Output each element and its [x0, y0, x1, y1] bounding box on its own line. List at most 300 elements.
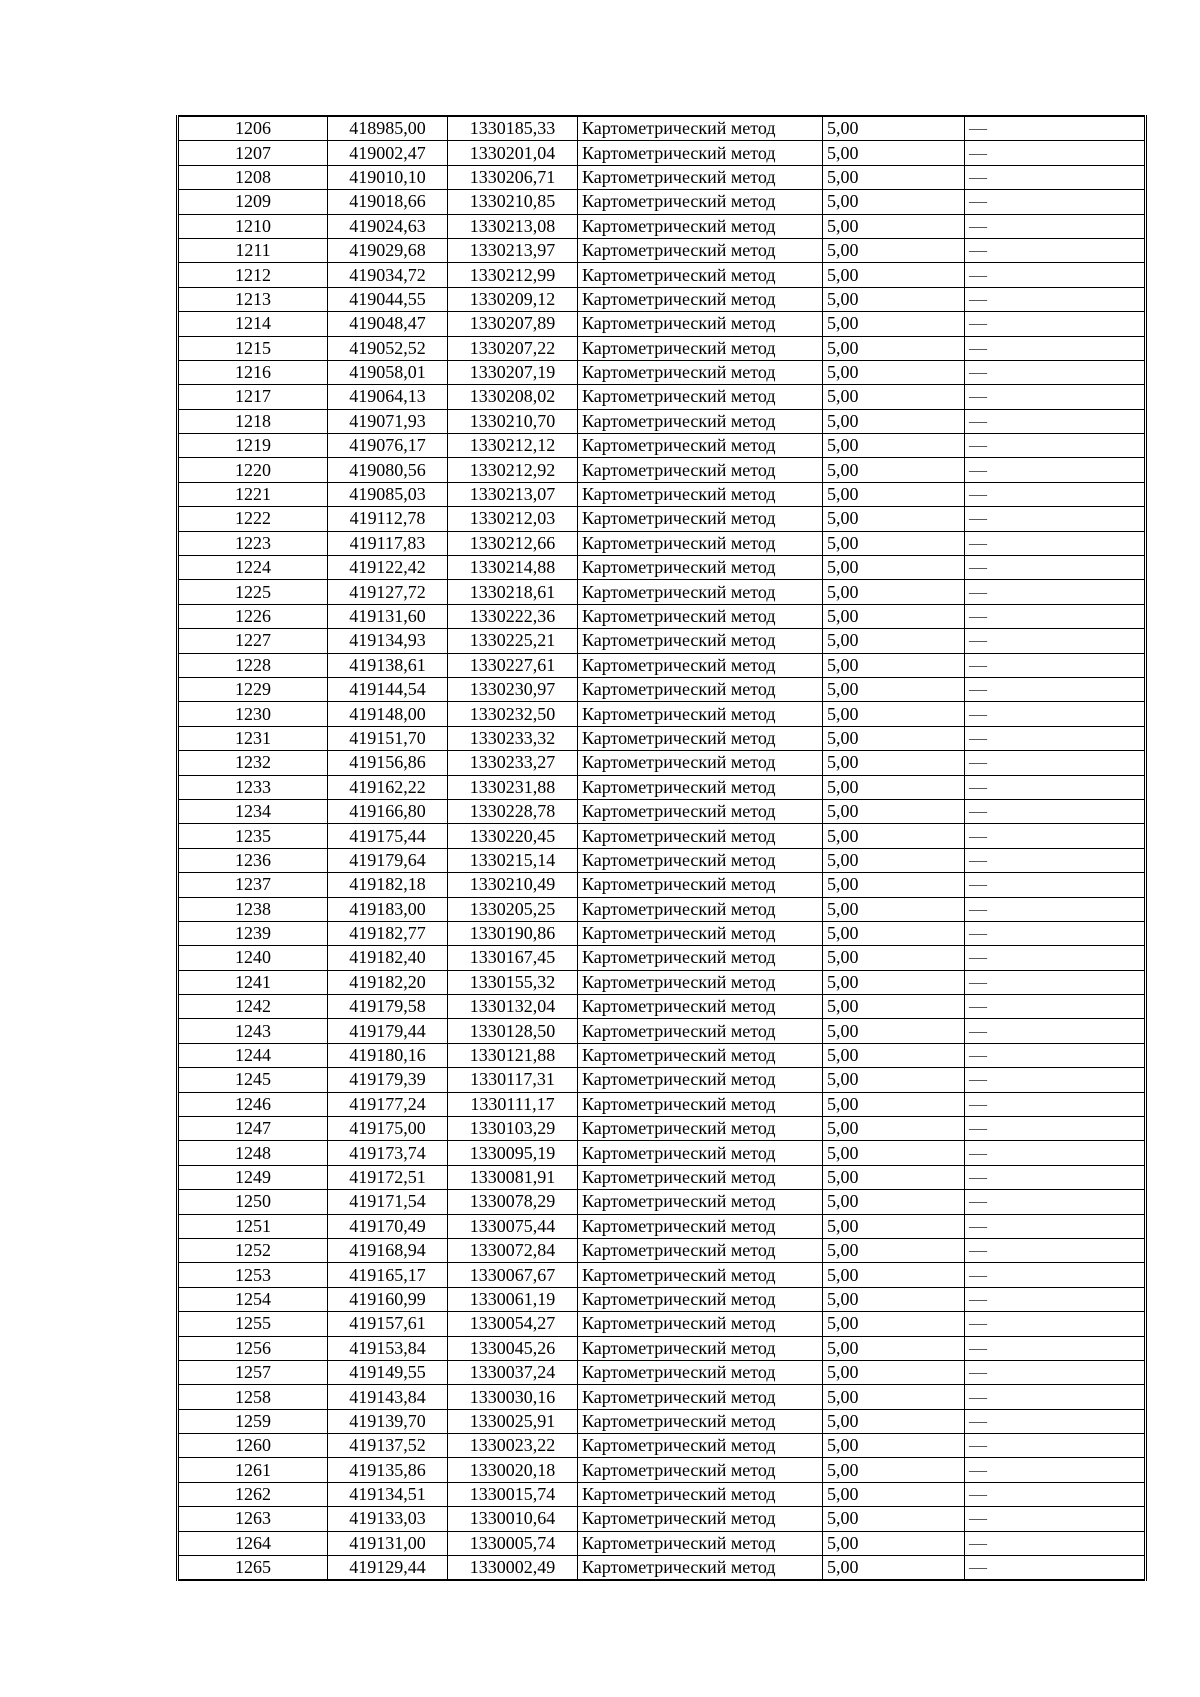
point-number-cell: 1225	[178, 580, 328, 604]
y-coordinate-cell: 1330005,74	[448, 1531, 578, 1555]
point-number-cell: 1242	[178, 995, 328, 1019]
method-cell: Картометрический метод	[578, 287, 823, 311]
method-cell: Картометрический метод	[578, 312, 823, 336]
table-row	[178, 1043, 1146, 1067]
error-cell: 5,00	[823, 1531, 965, 1555]
table-row	[178, 312, 1146, 336]
table-row	[178, 580, 1146, 604]
x-coordinate-cell: 418985,00	[328, 116, 448, 141]
x-coordinate-cell: 419156,86	[328, 751, 448, 775]
method-cell: Картометрический метод	[578, 775, 823, 799]
error-cell: 5,00	[823, 995, 965, 1019]
error-cell: 5,00	[823, 751, 965, 775]
method-cell: Картометрический метод	[578, 1117, 823, 1141]
note-cell: —	[965, 1458, 1146, 1482]
note-cell: —	[965, 1360, 1146, 1384]
table-row	[178, 1141, 1146, 1165]
error-cell: 5,00	[823, 116, 965, 141]
x-coordinate-cell: 419143,84	[328, 1385, 448, 1409]
note-cell: —	[965, 482, 1146, 506]
note-cell: —	[965, 1092, 1146, 1116]
y-coordinate-cell: 1330220,45	[448, 824, 578, 848]
y-coordinate-cell: 1330075,44	[448, 1214, 578, 1238]
x-coordinate-cell: 419179,58	[328, 995, 448, 1019]
error-cell: 5,00	[823, 1360, 965, 1384]
x-coordinate-cell: 419117,83	[328, 531, 448, 555]
method-cell: Картометрический метод	[578, 1409, 823, 1433]
error-cell: 5,00	[823, 702, 965, 726]
table-row	[178, 1458, 1146, 1482]
error-cell: 5,00	[823, 458, 965, 482]
point-number-cell: 1265	[178, 1556, 328, 1581]
table-row	[178, 1214, 1146, 1238]
y-coordinate-cell: 1330209,12	[448, 287, 578, 311]
method-cell: Картометрический метод	[578, 141, 823, 165]
method-cell: Картометрический метод	[578, 385, 823, 409]
error-cell: 5,00	[823, 1336, 965, 1360]
error-cell: 5,00	[823, 775, 965, 799]
point-number-cell: 1229	[178, 677, 328, 701]
method-cell: Картометрический метод	[578, 726, 823, 750]
y-coordinate-cell: 1330023,22	[448, 1434, 578, 1458]
table-row	[178, 1409, 1146, 1433]
note-cell: —	[965, 921, 1146, 945]
coordinates-table	[176, 115, 1147, 1581]
point-number-cell: 1219	[178, 434, 328, 458]
error-cell: 5,00	[823, 482, 965, 506]
method-cell: Картометрический метод	[578, 629, 823, 653]
note-cell: —	[965, 385, 1146, 409]
table-row	[178, 165, 1146, 189]
table-row	[178, 824, 1146, 848]
table-row	[178, 1531, 1146, 1555]
method-cell: Картометрический метод	[578, 1141, 823, 1165]
point-number-cell: 1253	[178, 1263, 328, 1287]
method-cell: Картометрический метод	[578, 1531, 823, 1555]
table-row	[178, 751, 1146, 775]
note-cell: —	[965, 1165, 1146, 1189]
table-row	[178, 116, 1146, 141]
point-number-cell: 1208	[178, 165, 328, 189]
method-cell: Картометрический метод	[578, 1092, 823, 1116]
error-cell: 5,00	[823, 897, 965, 921]
point-number-cell: 1259	[178, 1409, 328, 1433]
table-row	[178, 702, 1146, 726]
table-row	[178, 604, 1146, 628]
error-cell: 5,00	[823, 1287, 965, 1311]
point-number-cell: 1254	[178, 1287, 328, 1311]
x-coordinate-cell: 419002,47	[328, 141, 448, 165]
error-cell: 5,00	[823, 1312, 965, 1336]
x-coordinate-cell: 419127,72	[328, 580, 448, 604]
point-number-cell: 1243	[178, 1019, 328, 1043]
error-cell: 5,00	[823, 190, 965, 214]
method-cell: Картометрический метод	[578, 604, 823, 628]
method-cell: Картометрический метод	[578, 263, 823, 287]
table-row	[178, 1482, 1146, 1506]
method-cell: Картометрический метод	[578, 580, 823, 604]
point-number-cell: 1221	[178, 482, 328, 506]
error-cell: 5,00	[823, 629, 965, 653]
y-coordinate-cell: 1330067,67	[448, 1263, 578, 1287]
y-coordinate-cell: 1330190,86	[448, 921, 578, 945]
point-number-cell: 1258	[178, 1385, 328, 1409]
y-coordinate-cell: 1330072,84	[448, 1238, 578, 1262]
point-number-cell: 1217	[178, 385, 328, 409]
method-cell: Картометрический метод	[578, 824, 823, 848]
method-cell: Картометрический метод	[578, 653, 823, 677]
error-cell: 5,00	[823, 1434, 965, 1458]
x-coordinate-cell: 419138,61	[328, 653, 448, 677]
error-cell: 5,00	[823, 287, 965, 311]
note-cell: —	[965, 1434, 1146, 1458]
method-cell: Картометрический метод	[578, 1482, 823, 1506]
method-cell: Картометрический метод	[578, 1336, 823, 1360]
y-coordinate-cell: 1330210,49	[448, 873, 578, 897]
method-cell: Картометрический метод	[578, 360, 823, 384]
note-cell: —	[965, 751, 1146, 775]
table-row	[178, 775, 1146, 799]
method-cell: Картометрический метод	[578, 1263, 823, 1287]
y-coordinate-cell: 1330117,31	[448, 1068, 578, 1092]
point-number-cell: 1212	[178, 263, 328, 287]
table-row	[178, 1312, 1146, 1336]
y-coordinate-cell: 1330228,78	[448, 799, 578, 823]
method-cell: Картометрический метод	[578, 1507, 823, 1531]
x-coordinate-cell: 419162,22	[328, 775, 448, 799]
point-number-cell: 1255	[178, 1312, 328, 1336]
table-row	[178, 238, 1146, 262]
y-coordinate-cell: 1330061,19	[448, 1287, 578, 1311]
method-cell: Картометрический метод	[578, 1165, 823, 1189]
error-cell: 5,00	[823, 1043, 965, 1067]
y-coordinate-cell: 1330201,04	[448, 141, 578, 165]
error-cell: 5,00	[823, 653, 965, 677]
point-number-cell: 1235	[178, 824, 328, 848]
note-cell: —	[965, 287, 1146, 311]
x-coordinate-cell: 419112,78	[328, 507, 448, 531]
note-cell: —	[965, 629, 1146, 653]
x-coordinate-cell: 419151,70	[328, 726, 448, 750]
error-cell: 5,00	[823, 263, 965, 287]
y-coordinate-cell: 1330025,91	[448, 1409, 578, 1433]
table-row	[178, 1287, 1146, 1311]
note-cell: —	[965, 141, 1146, 165]
method-cell: Картометрический метод	[578, 482, 823, 506]
error-cell: 5,00	[823, 141, 965, 165]
table-row	[178, 1360, 1146, 1384]
method-cell: Картометрический метод	[578, 921, 823, 945]
note-cell: —	[965, 336, 1146, 360]
point-number-cell: 1222	[178, 507, 328, 531]
x-coordinate-cell: 419175,44	[328, 824, 448, 848]
error-cell: 5,00	[823, 580, 965, 604]
note-cell: —	[965, 995, 1146, 1019]
table-row	[178, 873, 1146, 897]
y-coordinate-cell: 1330205,25	[448, 897, 578, 921]
note-cell: —	[965, 1214, 1146, 1238]
note-cell: —	[965, 726, 1146, 750]
table-row	[178, 507, 1146, 531]
table-row	[178, 1434, 1146, 1458]
y-coordinate-cell: 1330232,50	[448, 702, 578, 726]
method-cell: Картометрический метод	[578, 1385, 823, 1409]
point-number-cell: 1262	[178, 1482, 328, 1506]
error-cell: 5,00	[823, 336, 965, 360]
note-cell: —	[965, 873, 1146, 897]
note-cell: —	[965, 531, 1146, 555]
coordinates-table-body	[178, 116, 1146, 1580]
note-cell: —	[965, 556, 1146, 580]
y-coordinate-cell: 1330128,50	[448, 1019, 578, 1043]
x-coordinate-cell: 419179,44	[328, 1019, 448, 1043]
point-number-cell: 1244	[178, 1043, 328, 1067]
table-row	[178, 531, 1146, 555]
table-row	[178, 409, 1146, 433]
method-cell: Картометрический метод	[578, 1214, 823, 1238]
method-cell: Картометрический метод	[578, 751, 823, 775]
note-cell: —	[965, 165, 1146, 189]
x-coordinate-cell: 419172,51	[328, 1165, 448, 1189]
method-cell: Картометрический метод	[578, 409, 823, 433]
table-row	[178, 458, 1146, 482]
x-coordinate-cell: 419137,52	[328, 1434, 448, 1458]
note-cell: —	[965, 1238, 1146, 1262]
table-row	[178, 1238, 1146, 1262]
point-number-cell: 1252	[178, 1238, 328, 1262]
x-coordinate-cell: 419064,13	[328, 385, 448, 409]
point-number-cell: 1218	[178, 409, 328, 433]
point-number-cell: 1250	[178, 1190, 328, 1214]
method-cell: Картометрический метод	[578, 1434, 823, 1458]
error-cell: 5,00	[823, 531, 965, 555]
note-cell: —	[965, 775, 1146, 799]
x-coordinate-cell: 419182,18	[328, 873, 448, 897]
method-cell: Картометрический метод	[578, 848, 823, 872]
table-row	[178, 921, 1146, 945]
method-cell: Картометрический метод	[578, 116, 823, 141]
y-coordinate-cell: 1330212,12	[448, 434, 578, 458]
x-coordinate-cell: 419179,64	[328, 848, 448, 872]
y-coordinate-cell: 1330030,16	[448, 1385, 578, 1409]
error-cell: 5,00	[823, 507, 965, 531]
y-coordinate-cell: 1330218,61	[448, 580, 578, 604]
table-row	[178, 434, 1146, 458]
error-cell: 5,00	[823, 1263, 965, 1287]
table-row	[178, 141, 1146, 165]
x-coordinate-cell: 419148,00	[328, 702, 448, 726]
method-cell: Картометрический метод	[578, 702, 823, 726]
error-cell: 5,00	[823, 604, 965, 628]
note-cell: —	[965, 263, 1146, 287]
y-coordinate-cell: 1330002,49	[448, 1556, 578, 1581]
x-coordinate-cell: 419122,42	[328, 556, 448, 580]
point-number-cell: 1210	[178, 214, 328, 238]
x-coordinate-cell: 419165,17	[328, 1263, 448, 1287]
x-coordinate-cell: 419134,51	[328, 1482, 448, 1506]
error-cell: 5,00	[823, 1556, 965, 1581]
method-cell: Картометрический метод	[578, 970, 823, 994]
note-cell: —	[965, 1482, 1146, 1506]
point-number-cell: 1233	[178, 775, 328, 799]
method-cell: Картометрический метод	[578, 1190, 823, 1214]
point-number-cell: 1231	[178, 726, 328, 750]
y-coordinate-cell: 1330121,88	[448, 1043, 578, 1067]
table-row	[178, 848, 1146, 872]
point-number-cell: 1224	[178, 556, 328, 580]
error-cell: 5,00	[823, 385, 965, 409]
error-cell: 5,00	[823, 1068, 965, 1092]
note-cell: —	[965, 848, 1146, 872]
point-number-cell: 1209	[178, 190, 328, 214]
point-number-cell: 1261	[178, 1458, 328, 1482]
error-cell: 5,00	[823, 1117, 965, 1141]
note-cell: —	[965, 1507, 1146, 1531]
point-number-cell: 1264	[178, 1531, 328, 1555]
table-row	[178, 799, 1146, 823]
point-number-cell: 1228	[178, 653, 328, 677]
point-number-cell: 1256	[178, 1336, 328, 1360]
point-number-cell: 1211	[178, 238, 328, 262]
point-number-cell: 1213	[178, 287, 328, 311]
y-coordinate-cell: 1330045,26	[448, 1336, 578, 1360]
method-cell: Картометрический метод	[578, 458, 823, 482]
y-coordinate-cell: 1330207,19	[448, 360, 578, 384]
error-cell: 5,00	[823, 1141, 965, 1165]
error-cell: 5,00	[823, 677, 965, 701]
error-cell: 5,00	[823, 1482, 965, 1506]
note-cell: —	[965, 604, 1146, 628]
table-row	[178, 287, 1146, 311]
table-row	[178, 1336, 1146, 1360]
x-coordinate-cell: 419010,10	[328, 165, 448, 189]
x-coordinate-cell: 419182,40	[328, 946, 448, 970]
method-cell: Картометрический метод	[578, 1043, 823, 1067]
table-row	[178, 1190, 1146, 1214]
y-coordinate-cell: 1330222,36	[448, 604, 578, 628]
y-coordinate-cell: 1330231,88	[448, 775, 578, 799]
table-row	[178, 995, 1146, 1019]
x-coordinate-cell: 419135,86	[328, 1458, 448, 1482]
error-cell: 5,00	[823, 799, 965, 823]
error-cell: 5,00	[823, 946, 965, 970]
x-coordinate-cell: 419166,80	[328, 799, 448, 823]
x-coordinate-cell: 419076,17	[328, 434, 448, 458]
point-number-cell: 1239	[178, 921, 328, 945]
error-cell: 5,00	[823, 824, 965, 848]
method-cell: Картометрический метод	[578, 1556, 823, 1581]
method-cell: Картометрический метод	[578, 873, 823, 897]
x-coordinate-cell: 419052,52	[328, 336, 448, 360]
point-number-cell: 1206	[178, 116, 328, 141]
x-coordinate-cell: 419170,49	[328, 1214, 448, 1238]
x-coordinate-cell: 419180,16	[328, 1043, 448, 1067]
note-cell: —	[965, 116, 1146, 141]
note-cell: —	[965, 1287, 1146, 1311]
note-cell: —	[965, 702, 1146, 726]
method-cell: Картометрический метод	[578, 1458, 823, 1482]
error-cell: 5,00	[823, 556, 965, 580]
note-cell: —	[965, 946, 1146, 970]
point-number-cell: 1236	[178, 848, 328, 872]
x-coordinate-cell: 419160,99	[328, 1287, 448, 1311]
y-coordinate-cell: 1330233,32	[448, 726, 578, 750]
y-coordinate-cell: 1330212,99	[448, 263, 578, 287]
y-coordinate-cell: 1330206,71	[448, 165, 578, 189]
x-coordinate-cell: 419058,01	[328, 360, 448, 384]
point-number-cell: 1207	[178, 141, 328, 165]
y-coordinate-cell: 1330214,88	[448, 556, 578, 580]
note-cell: —	[965, 1043, 1146, 1067]
x-coordinate-cell: 419133,03	[328, 1507, 448, 1531]
error-cell: 5,00	[823, 165, 965, 189]
point-number-cell: 1257	[178, 1360, 328, 1384]
y-coordinate-cell: 1330225,21	[448, 629, 578, 653]
point-number-cell: 1214	[178, 312, 328, 336]
x-coordinate-cell: 419157,61	[328, 1312, 448, 1336]
error-cell: 5,00	[823, 1165, 965, 1189]
x-coordinate-cell: 419182,77	[328, 921, 448, 945]
error-cell: 5,00	[823, 726, 965, 750]
method-cell: Картометрический метод	[578, 1312, 823, 1336]
y-coordinate-cell: 1330212,92	[448, 458, 578, 482]
y-coordinate-cell: 1330081,91	[448, 1165, 578, 1189]
x-coordinate-cell: 419139,70	[328, 1409, 448, 1433]
note-cell: —	[965, 1312, 1146, 1336]
table-row	[178, 1068, 1146, 1092]
point-number-cell: 1248	[178, 1141, 328, 1165]
y-coordinate-cell: 1330095,19	[448, 1141, 578, 1165]
x-coordinate-cell: 419175,00	[328, 1117, 448, 1141]
table-row	[178, 970, 1146, 994]
table-row	[178, 897, 1146, 921]
x-coordinate-cell: 419149,55	[328, 1360, 448, 1384]
point-number-cell: 1230	[178, 702, 328, 726]
note-cell: —	[965, 214, 1146, 238]
y-coordinate-cell: 1330078,29	[448, 1190, 578, 1214]
table-row	[178, 653, 1146, 677]
y-coordinate-cell: 1330213,07	[448, 482, 578, 506]
error-cell: 5,00	[823, 1019, 965, 1043]
note-cell: —	[965, 1556, 1146, 1581]
error-cell: 5,00	[823, 214, 965, 238]
table-row	[178, 482, 1146, 506]
note-cell: —	[965, 1531, 1146, 1555]
x-coordinate-cell: 419134,93	[328, 629, 448, 653]
note-cell: —	[965, 409, 1146, 433]
method-cell: Картометрический метод	[578, 165, 823, 189]
x-coordinate-cell: 419153,84	[328, 1336, 448, 1360]
point-number-cell: 1226	[178, 604, 328, 628]
error-cell: 5,00	[823, 970, 965, 994]
y-coordinate-cell: 1330207,22	[448, 336, 578, 360]
point-number-cell: 1223	[178, 531, 328, 555]
table-row	[178, 1019, 1146, 1043]
note-cell: —	[965, 970, 1146, 994]
error-cell: 5,00	[823, 312, 965, 336]
y-coordinate-cell: 1330227,61	[448, 653, 578, 677]
point-number-cell: 1232	[178, 751, 328, 775]
table-row	[178, 336, 1146, 360]
note-cell: —	[965, 897, 1146, 921]
note-cell: —	[965, 824, 1146, 848]
note-cell: —	[965, 1019, 1146, 1043]
point-number-cell: 1263	[178, 1507, 328, 1531]
note-cell: —	[965, 1117, 1146, 1141]
y-coordinate-cell: 1330212,03	[448, 507, 578, 531]
point-number-cell: 1249	[178, 1165, 328, 1189]
note-cell: —	[965, 190, 1146, 214]
